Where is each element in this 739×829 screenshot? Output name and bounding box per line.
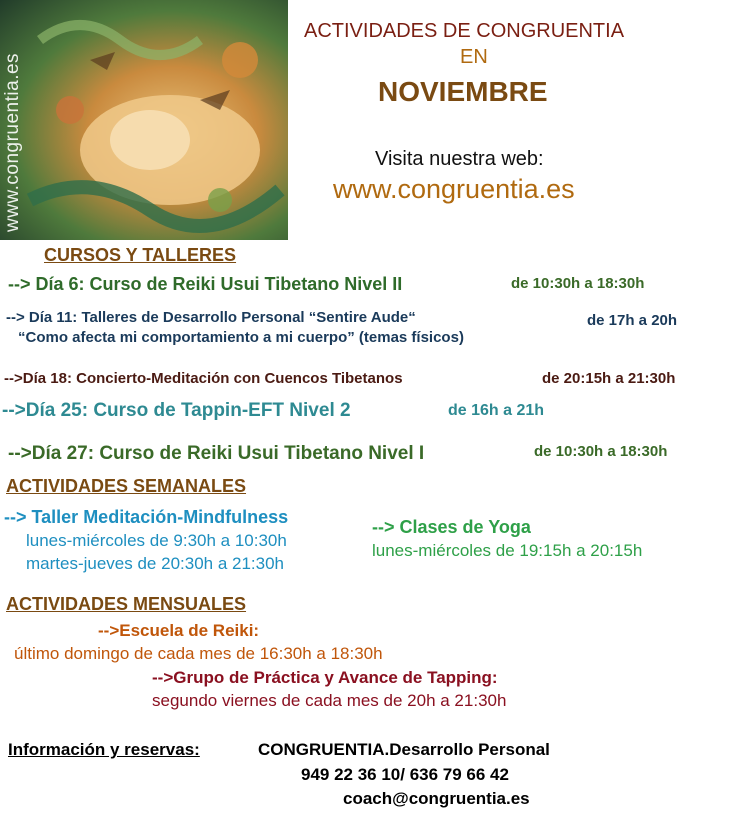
artwork-watermark: www.congruentia.es: [2, 52, 23, 232]
artwork-illustration: [0, 0, 288, 240]
event-time: de 17h a 20h: [587, 312, 678, 329]
tapping-group-schedule: segundo viernes de cada mes de 20h a 21:30h: [152, 691, 507, 710]
yoga-schedule: lunes-miércoles de 19:15h a 20:15h: [372, 541, 643, 560]
event-time: de 16h a 21h: [448, 402, 545, 419]
contact-org: [258, 740, 550, 760]
yoga-title: --> Clases de Yoga: [372, 517, 531, 537]
meditacion-title: --> Taller Meditación-Mindfulness: [4, 507, 289, 527]
event-time: de 20:15h a 21:30h: [542, 370, 676, 387]
contact-org-name: CONGRUENTIA.: [258, 740, 390, 759]
header-month: NOVIEMBRE: [378, 76, 548, 107]
event-title: -->Día 27: Curso de Reiki Usui Tibetano Nivel I: [8, 443, 425, 464]
contact-org-subtitle: Desarrollo Personal: [389, 740, 550, 759]
reiki-school-title: -->Escuela de Reiki:: [98, 621, 260, 640]
event-title: --> Día 11: Talleres de Desarrollo Personal “Sentire Aude“: [6, 309, 416, 326]
contact-phones[interactable]: 949 22 36 10/ 636 79 66 42: [301, 765, 509, 784]
contact-email[interactable]: coach@congruentia.es: [343, 789, 530, 808]
event-title: -->Día 18: Concierto-Meditación con Cuencos Tibetanos: [4, 370, 403, 387]
event-time: de 10:30h a 18:30h: [511, 275, 645, 292]
event-time: de 10:30h a 18:30h: [534, 443, 668, 460]
website-link[interactable]: www.congruentia.es: [333, 174, 575, 204]
header-artwork: [0, 0, 288, 240]
header-line-1: ACTIVIDADES DE CONGRUENTIA: [304, 20, 625, 42]
reiki-school-schedule: último domingo de cada mes de 16:30h a 18:30h: [14, 644, 383, 663]
meditacion-schedule-2: martes-jueves de 20:30h a 21:30h: [26, 554, 285, 573]
visit-label: Visita nuestra web:: [375, 148, 544, 170]
meditacion-schedule-1: lunes-miércoles de 9:30h a 10:30h: [26, 531, 287, 550]
section-heading-mensuales: ACTIVIDADES MENSUALES: [6, 594, 247, 614]
tapping-group-title: -->Grupo de Práctica y Avance de Tapping:: [152, 668, 498, 687]
event-title: --> Día 6: Curso de Reiki Usui Tibetano Nivel II: [8, 274, 403, 294]
contact-label: Información y reservas:: [8, 740, 200, 759]
event-title: -->Día 25: Curso de Tappin-EFT Nivel 2: [2, 400, 351, 421]
section-heading-cursos: CURSOS Y TALLERES: [44, 245, 237, 265]
section-heading-semanales: ACTIVIDADES SEMANALES: [6, 476, 247, 496]
header-line-2: EN: [460, 46, 488, 68]
event-subtitle: “Como afecta mi comportamiento a mi cuerpo” (temas físicos): [18, 329, 464, 346]
